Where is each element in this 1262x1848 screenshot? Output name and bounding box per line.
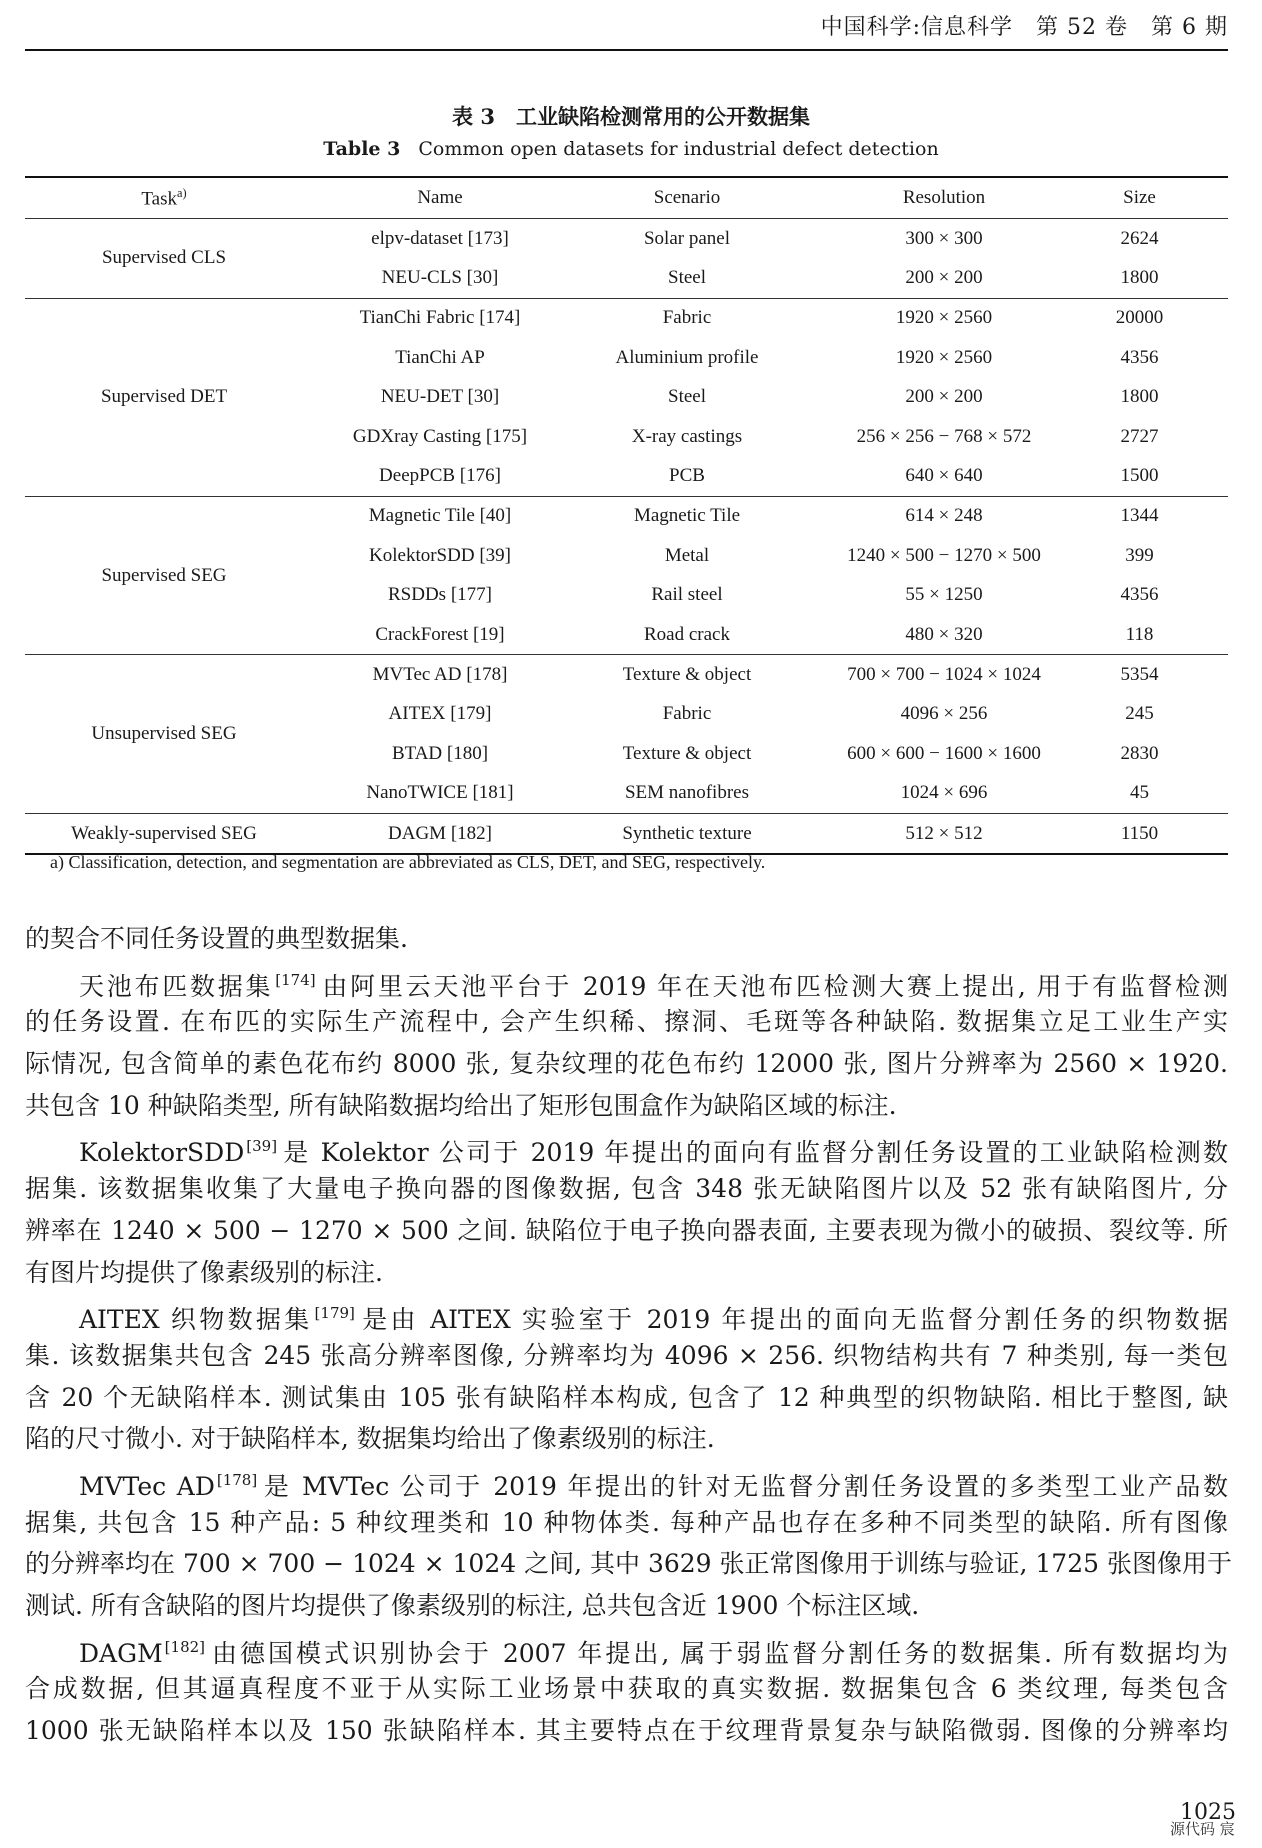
name-cell: CrackForest [19] [375,623,505,645]
task-cell: Unsupervised SEG [25,655,303,814]
line-text: DAGM [79,1638,163,1668]
text-line [25,1252,1228,1294]
citation-ref: [39] [246,1137,278,1156]
name-cell: DeepPCB [176] [379,465,501,487]
footnote-marker: a) [177,185,187,200]
line-text: 是 MVTec 公司于 2019 年提出的针对无监督分割任务设置的多类型工业产品数 [261,1471,1228,1501]
size-cell: 2624 [1120,227,1159,249]
name-cell: TianChi AP [395,346,485,368]
scenario-cell: Road crack [644,623,730,645]
scenario-cell: Solar panel [643,227,730,249]
table-caption-text: Common open datasets for industrial defect detection [418,138,939,160]
size-cell: 1344 [1091,496,1228,536]
scenario-cell: Aluminium profile [615,346,759,368]
table-row [25,655,1228,695]
resolution-cell: 256 × 256 − 768 × 572 [856,425,1032,447]
scenario-cell: Texture & object [577,655,797,695]
citation-ref: [179] [314,1304,355,1323]
scenario-cell: Fabric [577,298,797,338]
table-caption-english [0,138,1262,160]
name-cell: RSDDs [177] [388,584,492,606]
text-line [25,1543,1232,1585]
resolution-cell: 700 × 700 − 1024 × 1024 [797,655,1091,695]
scenario-cell: Fabric [662,703,712,725]
table-label: Table 3 [323,138,401,160]
name-cell: TianChi Fabric [174] [303,298,577,338]
text-line [25,1293,1228,1335]
line-text: 据集. 该数据集收集了大量电子换向器的图像数据, 包含 348 张无缺陷图片以及 52 张有缺陷图片, 分 [25,1174,1228,1204]
task-cell: Supervised DET [25,298,303,496]
table-row [25,298,1228,338]
citation-ref: [174] [275,970,316,989]
line-text: 据集, 共包含 15 种产品: 5 种纹理类和 10 种物体类. 每种产品也存在多种不同类型的缺陷. 所有图像 [25,1507,1228,1537]
size-cell: 5354 [1091,655,1228,695]
page-number: 1025 [1180,1800,1236,1825]
scenario-cell: PCB [669,465,705,487]
name-cell: Magnetic Tile [40] [303,496,577,536]
name-cell: NEU-DET [30] [380,386,500,408]
size-cell: 4356 [1120,346,1159,368]
table-header-row [25,177,1228,219]
name-cell: elpv-dataset [173] [371,227,509,249]
size-cell: 1500 [1120,465,1159,487]
resolution-cell: 1240 × 500 − 1270 × 500 [847,544,1041,566]
text-line [25,1668,1228,1710]
scenario-cell: Texture & object [622,742,752,764]
text-line [25,1460,1228,1502]
size-cell: 1800 [1120,267,1159,289]
task-cell: Supervised CLS [101,247,227,269]
name-cell: BTAD [180] [391,742,489,764]
resolution-cell: 200 × 200 [905,267,983,289]
text-line [25,1168,1228,1210]
line-text: 测试. 所有含缺陷的图片均提供了像素级别的标注, 总共包含近 1900 个标注区域. [25,1591,920,1620]
resolution-cell: 640 × 640 [905,465,983,487]
name-cell: NEU-CLS [30] [381,267,499,289]
line-text: 合成数据, 但其逼真程度不亚于从实际工业场景中获取的真实数据. 数据集包含 6 类纹理, 每类包含 [25,1674,1228,1704]
text-line [25,1001,1228,1043]
line-text: 集. 该数据集共包含 245 张高分辨率图像, 分辨率均为 4096 × 256. 织物结构共有 7 种类别, 每一类包 [25,1340,1228,1370]
size-cell: 2727 [1120,425,1159,447]
line-text: 的契合不同任务设置的典型数据集. [25,924,408,953]
name-cell: DAGM [182] [303,813,577,854]
size-cell: 45 [1130,782,1149,804]
watermark: 源代码 宸 [1170,1820,1235,1838]
text-line [25,1627,1228,1669]
resolution-cell: 55 × 1250 [905,584,983,606]
name-cell: KolektorSDD [39] [369,544,511,566]
header-resolution: Resolution [797,177,1091,219]
body-text [25,918,1232,1752]
scenario-cell: Steel [668,267,706,289]
resolution-cell: 300 × 300 [905,227,983,249]
line-text: 际情况, 包含简单的素色花布约 8000 张, 复杂纹理的花色布约 12000 张, 图片分辨率为 2560 × 1920. [25,1049,1228,1079]
scenario-cell: Metal [664,544,710,566]
line-text: 1000 张无缺陷样本以及 150 张缺陷样本. 其主要特点在于纹理背景复杂与缺陷微弱. 图像的分辨率均 [25,1716,1228,1746]
scenario-cell: Magnetic Tile [577,496,797,536]
resolution-cell: 1920 × 2560 [797,298,1091,338]
resolution-cell: 4096 × 256 [900,703,988,725]
size-cell: 245 [1125,703,1154,725]
text-line [25,960,1228,1002]
citation-ref: [178] [216,1470,258,1489]
table-row [25,219,1228,259]
line-text: AITEX 织物数据集 [79,1305,313,1335]
task-cell: Weakly-supervised SEG [25,813,303,854]
line-text: 天池布匹数据集 [79,971,274,1001]
line-text: 由阿里云天池平台于 2019 年在天池布匹检测大赛上提出, 用于有监督检测 [319,971,1228,1001]
line-text: 辨率在 1240 × 500 − 1270 × 500 之间. 缺陷位于电子换向器表面, 主要表现为微小的破损、裂纹等. 所 [25,1215,1228,1245]
line-text: 由德国模式识别协会于 2007 年提出, 属于弱监督分割任务的数据集. 所有数据均为 [209,1638,1228,1668]
resolution-cell: 512 × 512 [797,813,1091,854]
running-head: 中国科学:信息科学 第 52 卷 第 6 期 [820,15,1228,40]
table-row [25,813,1228,854]
header-rule [25,49,1228,51]
size-cell: 118 [1125,623,1154,645]
size-cell: 2830 [1120,742,1159,764]
table-body [25,219,1228,855]
scenario-cell: X-ray castings [631,425,743,447]
header-name: Name [303,177,577,219]
line-text: MVTec AD [79,1471,215,1501]
header-task [25,177,303,219]
text-line [25,1210,1228,1252]
line-text: 是由 AITEX 实验室于 2019 年提出的面向无监督分割任务的织物数据 [358,1305,1228,1335]
datasets-table [25,176,1228,855]
name-cell: NanoTWICE [181] [366,782,514,804]
resolution-cell: 614 × 248 [797,496,1091,536]
line-text: 含 20 个无缺陷样本. 测试集由 105 张有缺陷样本构成, 包含了 12 种典型的织物缺陷. 相比于整图, 缺 [25,1382,1228,1412]
line-text: 是 Kolektor 公司于 2019 年提出的面向有监督分割任务设置的工业缺陷检测数 [281,1138,1228,1168]
text-line [25,1710,1228,1752]
text-line [25,1585,1228,1627]
header-scenario: Scenario [577,177,797,219]
size-cell: 4356 [1120,584,1159,606]
text-line [25,1502,1228,1544]
scenario-cell: Steel [668,386,706,408]
citation-ref: [182] [164,1637,206,1656]
name-cell: GDXray Casting [175] [352,425,528,447]
text-line [25,1335,1228,1377]
size-cell: 1150 [1091,813,1228,854]
text-line [25,1377,1228,1419]
line-text: KolektorSDD [79,1138,245,1168]
scenario-cell: Synthetic texture [577,813,797,854]
text-line [25,1126,1228,1168]
header-size: Size [1091,177,1228,219]
table-footnote: a) Classification, detection, and segmentation are abbreviated as CLS, DET, and SEG, respectively. [50,852,766,872]
resolution-cell: 1920 × 2560 [895,346,993,368]
table-row [25,496,1228,536]
name-cell: MVTec AD [178] [303,655,577,695]
text-line [25,1043,1228,1085]
resolution-cell: 600 × 600 − 1600 × 1600 [847,742,1041,764]
scenario-cell: Rail steel [651,584,723,606]
resolution-cell: 480 × 320 [905,623,983,645]
size-cell: 1800 [1120,386,1159,408]
line-text: 有图片均提供了像素级别的标注. [25,1257,383,1287]
text-line [25,1418,1228,1460]
header-task-label: Task [141,188,177,210]
task-cell: Supervised SEG [25,496,303,655]
text-line [25,918,1228,960]
size-cell: 399 [1125,544,1154,566]
line-text: 的任务设置. 在布匹的实际生产流程中, 会产生织稀、擦洞、毛斑等各种缺陷. 数据集立足工业生产实 [25,1007,1228,1037]
line-text: 陷的尺寸微小. 对于缺陷样本, 数据集均给出了像素级别的标注. [25,1424,715,1454]
name-cell: AITEX [179] [388,703,492,725]
scenario-cell: SEM nanofibres [624,782,749,804]
line-text: 共包含 10 种缺陷类型, 所有缺陷数据均给出了矩形包围盒作为缺陷区域的标注. [25,1090,897,1120]
line-text: 的分辨率均在 700 × 700 − 1024 × 1024 之间, 其中 3629 张正常图像用于训练与验证, 1725 张图像用于 [25,1549,1232,1579]
size-cell: 20000 [1091,298,1228,338]
resolution-cell: 200 × 200 [905,386,983,408]
text-line [25,1085,1228,1127]
table-caption-chinese: 表 3 工业缺陷检测常用的公开数据集 [452,104,810,129]
resolution-cell: 1024 × 696 [900,782,988,804]
